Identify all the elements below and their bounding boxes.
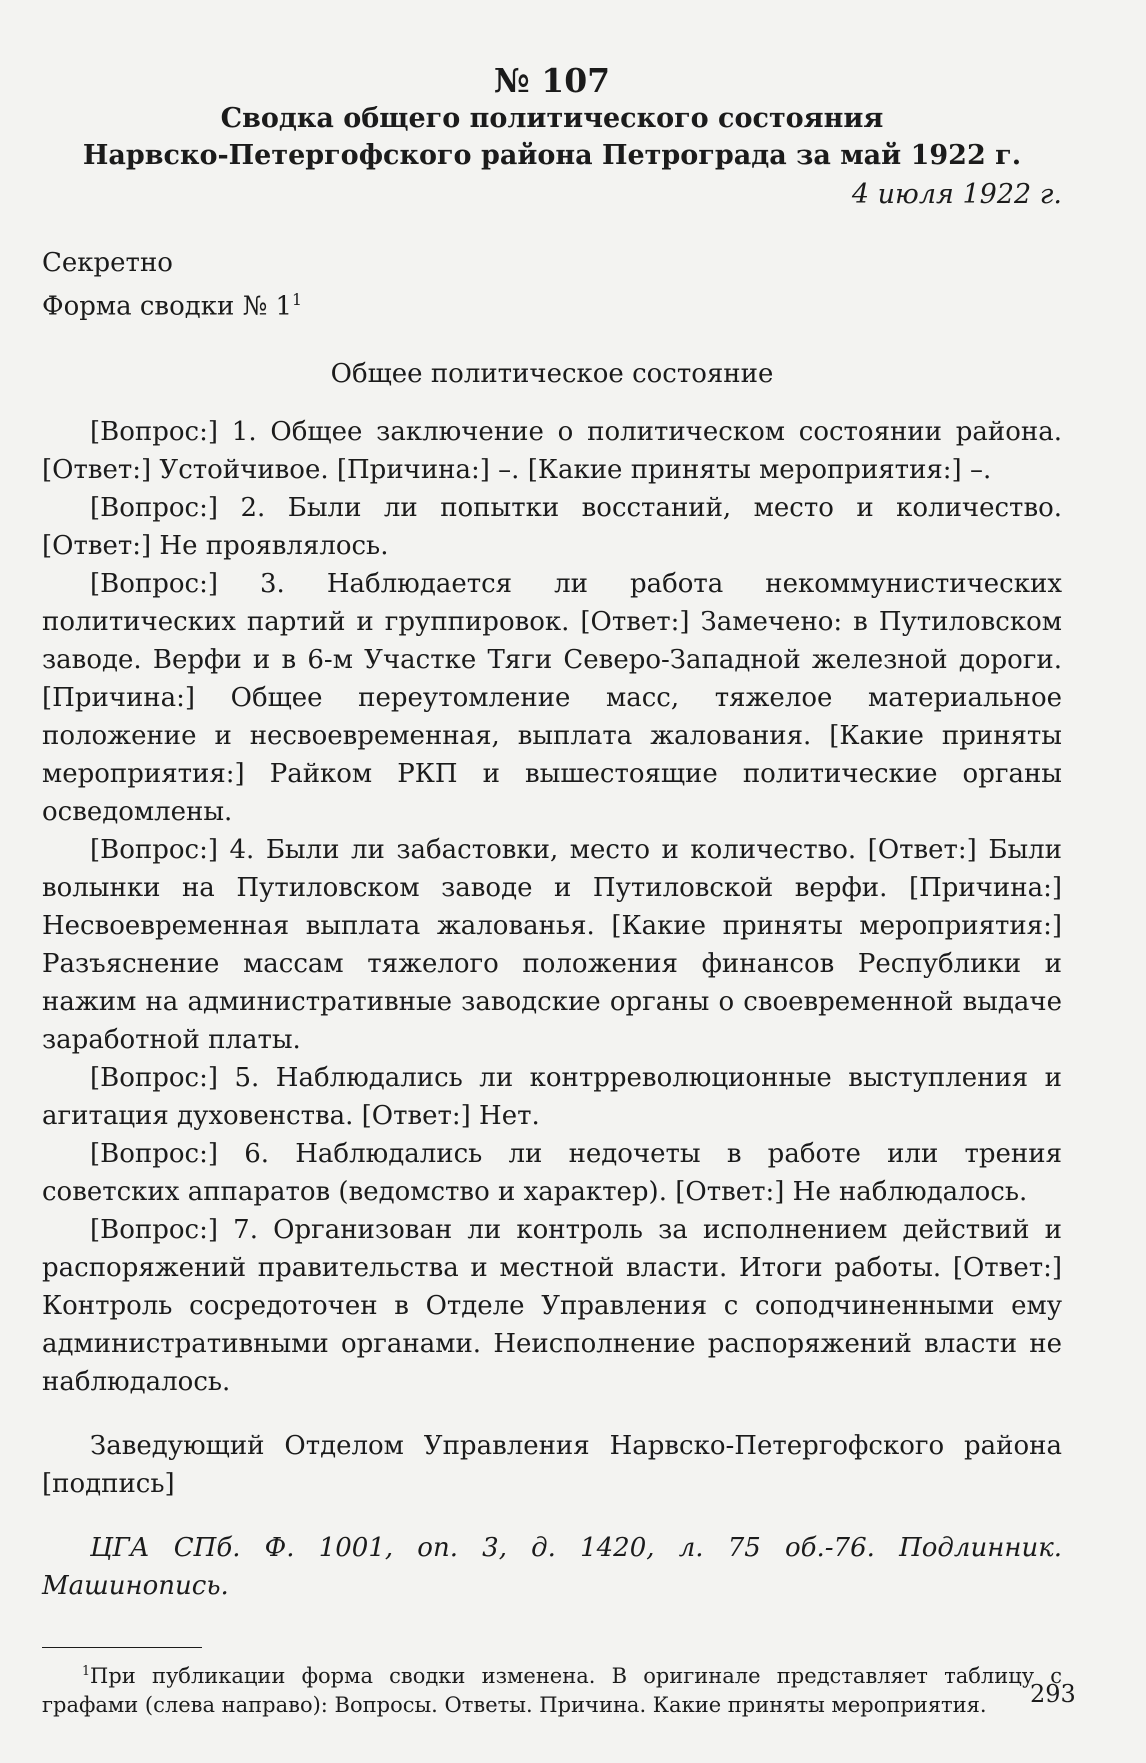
- archive-source: ЦГА СПб. Ф. 1001, оп. 3, д. 1420, л. 75 об.-76. Подлинник. Машинопись.: [42, 1532, 1062, 1601]
- page-number: 293: [1030, 1680, 1076, 1708]
- secret-label: Секретно: [42, 248, 173, 278]
- document-number: № 107: [493, 61, 611, 100]
- form-label-text: Форма сводки № 1: [42, 291, 292, 322]
- document-date: 4 июля 1922 г.: [851, 179, 1062, 210]
- footnote: [42, 1656, 1062, 1720]
- footnote-mark: 1: [82, 1662, 91, 1678]
- document-page: [42, 62, 1062, 1720]
- form-footnote-mark: 1: [291, 291, 302, 309]
- qa-paragraph-2: [Вопрос:] 2. Были ли попытки восстаний, место и количество. [Ответ:] Не проявлялось.: [42, 492, 1062, 561]
- qa-paragraph-3: [Вопрос:] 3. Наблюдается ли работа некоммунистических политических партий и группировок. [Ответ:] Замечено: в Путиловском заводе. Верфи и в 6-м Участке Тяги Северо-Западной железной дороги. [Причина:] Общее переутомление масс, тяжелое материальное положение и несвоевременная, выплата жалования. [Какие приняты мероприятия:] Райком РКП и вышестоящие политические органы осведомлены.: [42, 568, 1062, 827]
- qa-paragraph-4: [Вопрос:] 4. Были ли забастовки, место и количество. [Ответ:] Были волынки на Путиловском заводе и Путиловской верфи. [Причина:] Несвоевременная выплата жалованья. [Какие приняты мероприятия:] Разъяснение массам тяжелого положения финансов Республики и нажим на административные заводские органы о своевременной выдаче заработной платы.: [42, 834, 1062, 1055]
- question-answer-list: [42, 413, 1062, 1401]
- qa-paragraph-6: [Вопрос:] 6. Наблюдались ли недочеты в работе или трения советских аппаратов (ведомство и характер). [Ответ:] Не наблюдалось.: [42, 1138, 1062, 1207]
- signer-line: Заведующий Отделом Управления Нарвско-Петергофского района [подпись]: [42, 1430, 1062, 1499]
- footnote-divider: [42, 1647, 202, 1648]
- qa-paragraph-5: [Вопрос:] 5. Наблюдались ли контрреволюционные выступления и агитация духовенства. [Ответ:] Нет.: [42, 1062, 1062, 1131]
- qa-paragraph-1: [Вопрос:] 1. Общее заключение о политическом состоянии района. [Ответ:] Устойчивое. [Причина:] –. [Какие приняты мероприятия:] –.: [42, 416, 1062, 485]
- document-title-line-2: Нарвско-Петергофского района Петрограда за май 1922 г.: [82, 140, 1022, 171]
- footnote-text: При публикации форма сводки изменена. В оригинале представляет таблицу с графами (слева направо): Вопросы. Ответы. Причина. Какие приняты мероприятия.: [42, 1663, 1062, 1717]
- form-label: [42, 282, 1062, 326]
- section-title: Общее политическое состояние: [330, 358, 774, 389]
- document-title-line-1: Сводка общего политического состояния: [220, 103, 884, 134]
- qa-paragraph-7: [Вопрос:] 7. Организован ли контроль за исполнением действий и распоряжений правительства и местной власти. Итоги работы. [Ответ:] Контроль сосредоточен в Отделе Управления с соподчиненными ему административными органами. Неисполнение распоряжений власти не наблюдалось.: [42, 1214, 1062, 1397]
